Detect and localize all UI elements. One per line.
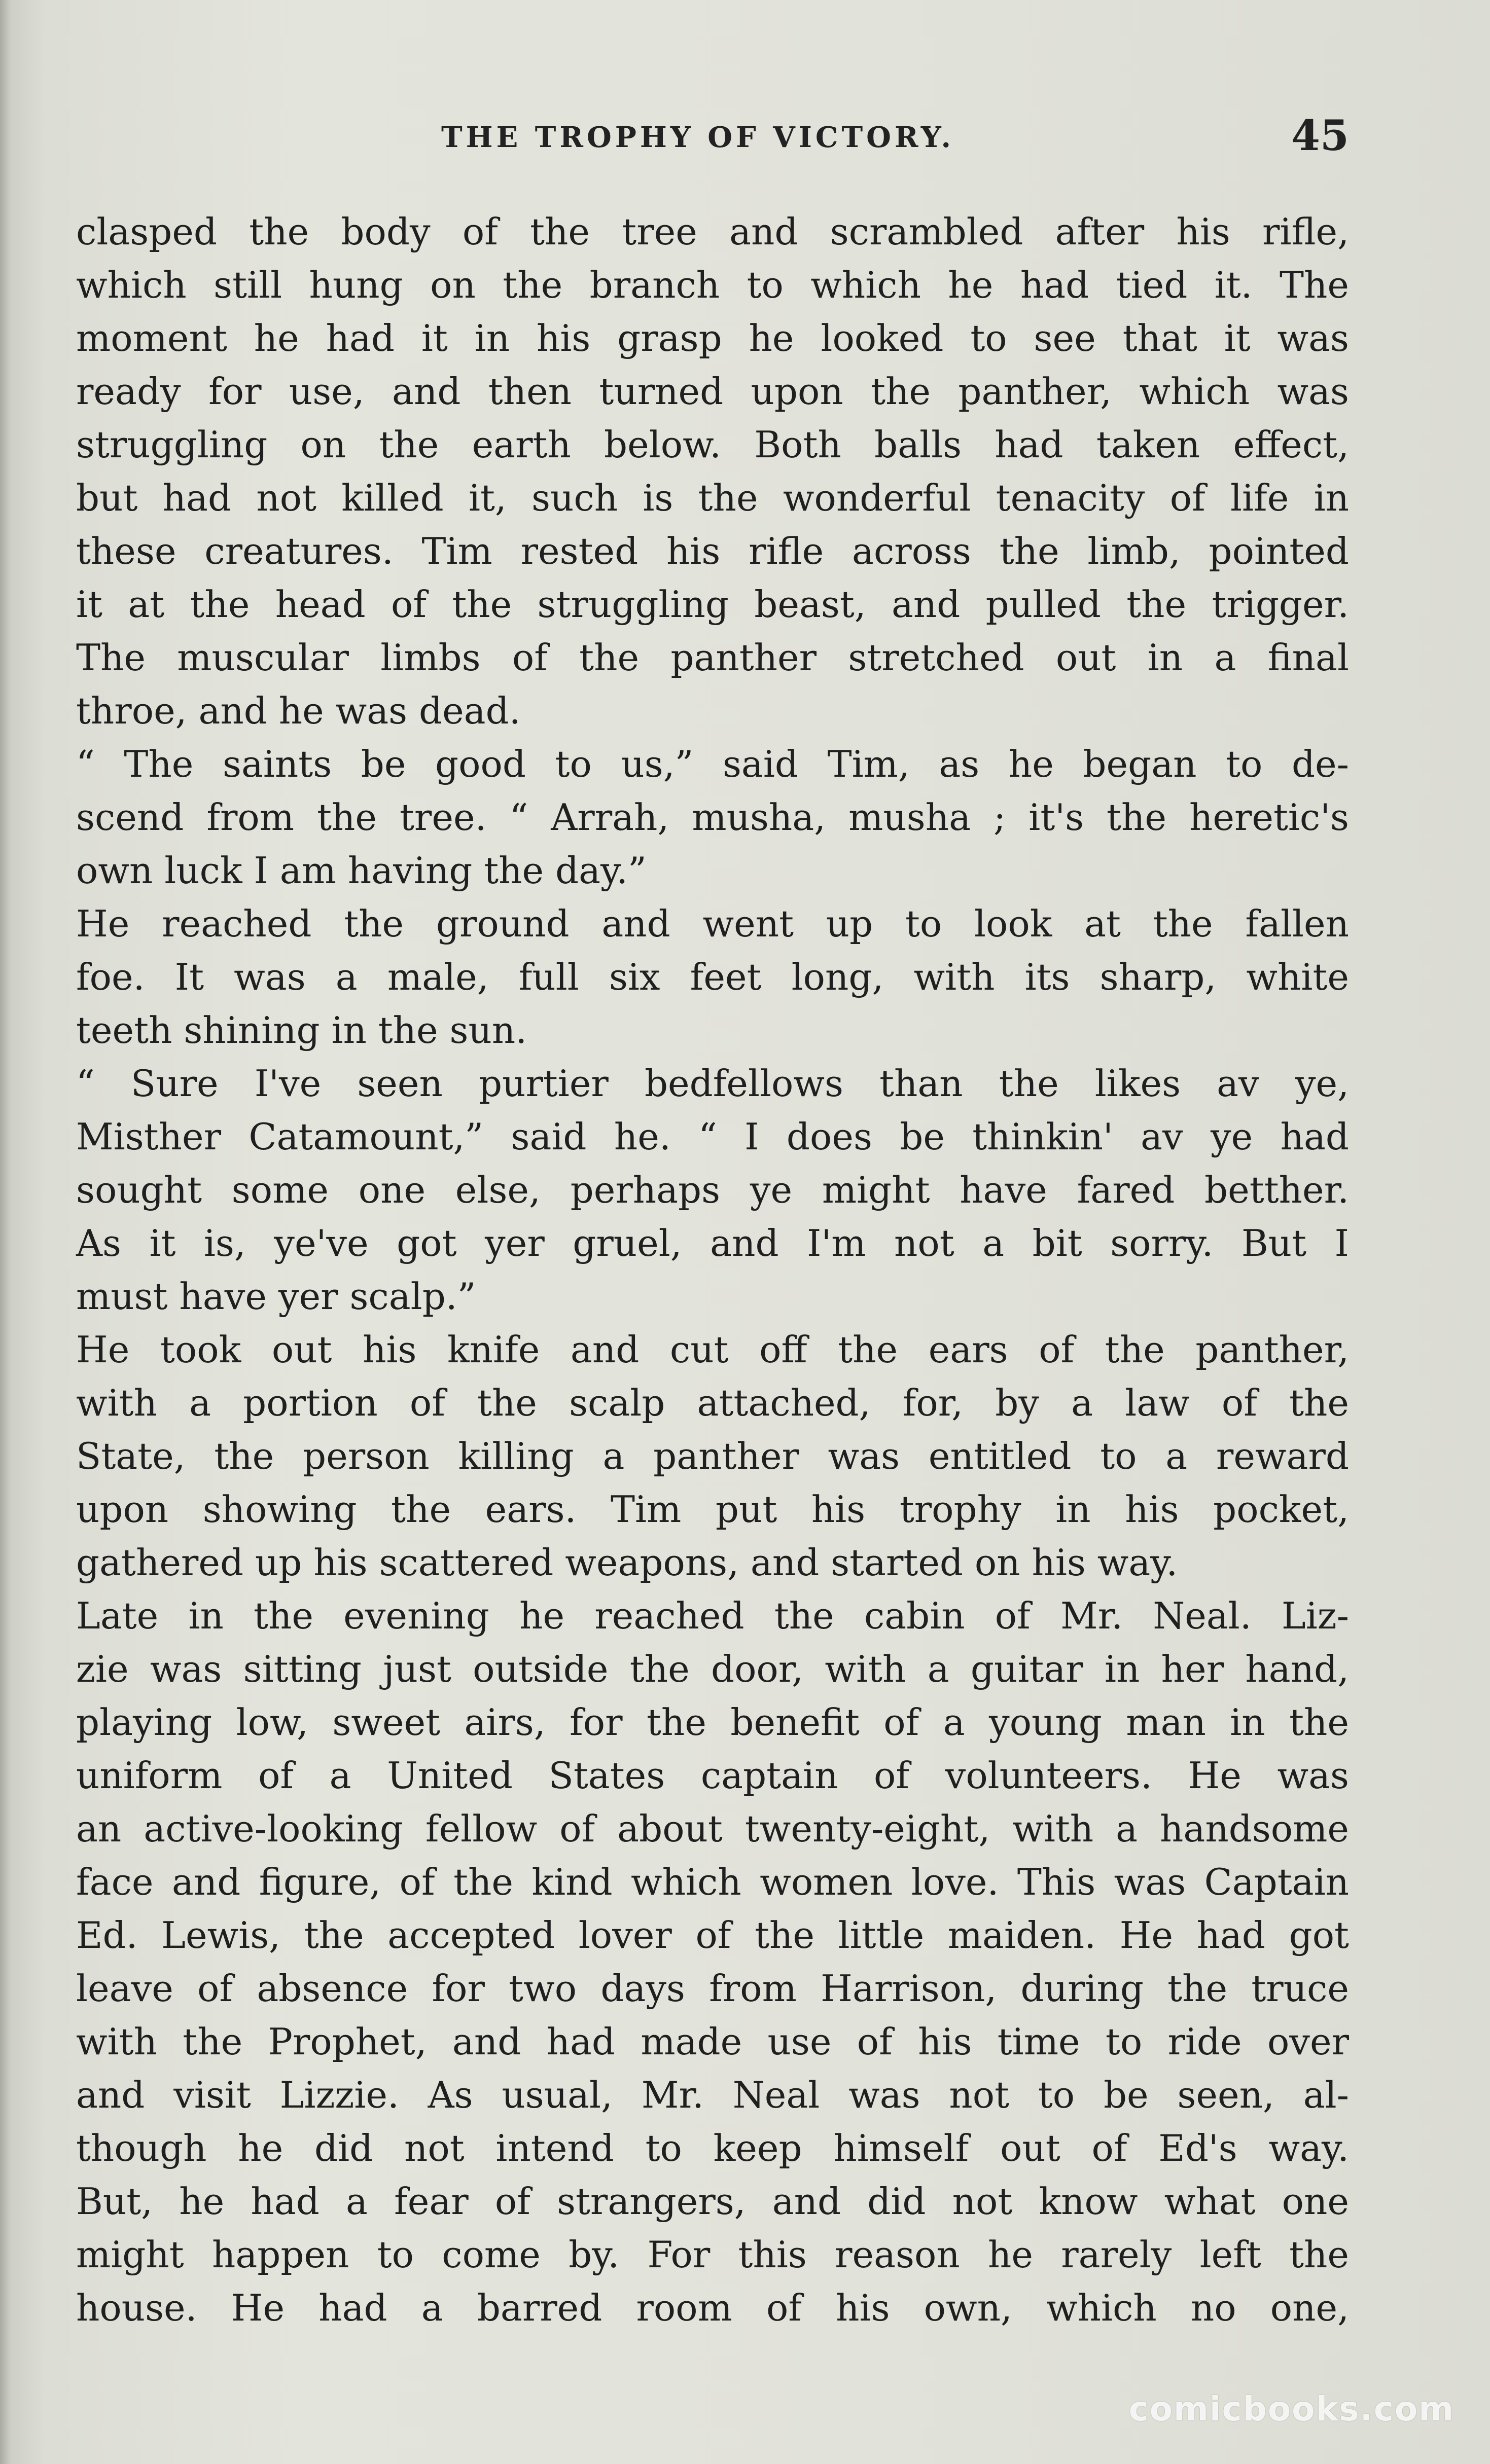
page-binding-edge bbox=[0, 0, 11, 2464]
text-line: but had not killed it, such is the wonderful tenacity of life in bbox=[76, 477, 1349, 519]
text-line: He took out his knife and cut off the ears of the panther, bbox=[76, 1328, 1349, 1371]
text-line: which still hung on the branch to which he had tied it. The bbox=[76, 264, 1349, 306]
text-line: these creatures. Tim rested his rifle across the limb, pointed bbox=[76, 530, 1349, 572]
running-title: THE TROPHY OF VICTORY. bbox=[441, 121, 955, 154]
page-header bbox=[76, 112, 1349, 167]
text-line: with a portion of the scalp attached, for, by a law of the bbox=[76, 1382, 1349, 1424]
text-line: Misther Catamount,” said he. “ I does be thinkin' av ye had bbox=[76, 1115, 1349, 1158]
text-line: own luck I am having the day.” bbox=[76, 849, 647, 892]
text-line: must have yer scalp.” bbox=[76, 1275, 476, 1318]
text-line: teeth shining in the sun. bbox=[76, 1009, 527, 1052]
text-line: gathered up his scattered weapons, and started on his way. bbox=[76, 1541, 1178, 1584]
text-line: throe, and he was dead. bbox=[76, 690, 521, 732]
text-line: an active-looking fellow of about twenty-eight, with a handsome bbox=[76, 1807, 1349, 1850]
text-line: house. He had a barred room of his own, which no one, bbox=[76, 2287, 1349, 2329]
text-line: “ Sure I've seen purtier bedfellows than the likes av ye, bbox=[76, 1062, 1349, 1105]
text-line: leave of absence for two days from Harrison, during the truce bbox=[76, 1967, 1349, 2010]
text-line: with the Prophet, and had made use of his time to ride over bbox=[76, 2020, 1349, 2063]
text-line: though he did not intend to keep himself out of Ed's way. bbox=[76, 2127, 1349, 2169]
text-line: “ The saints be good to us,” said Tim, as he began to de- bbox=[76, 743, 1349, 785]
text-line: upon showing the ears. Tim put his trophy in his pocket, bbox=[76, 1488, 1349, 1531]
text-line: sought some one else, perhaps ye might have fared betther. bbox=[76, 1169, 1349, 1211]
text-line: uniform of a United States captain of volunteers. He was bbox=[76, 1754, 1349, 1797]
text-line: As it is, ye've got yer gruel, and I'm not a bit sorry. But I bbox=[76, 1222, 1349, 1264]
text-line: zie was sitting just outside the door, with a guitar in her hand, bbox=[76, 1648, 1349, 1690]
body-text bbox=[76, 205, 1349, 2335]
text-line: clasped the body of the tree and scrambled after his rifle, bbox=[76, 210, 1349, 253]
text-line: ready for use, and then turned upon the panther, which was bbox=[76, 370, 1349, 413]
text-line: Ed. Lewis, the accepted lover of the little maiden. He had got bbox=[76, 1914, 1349, 1956]
text-line: playing low, sweet airs, for the benefit of a young man in the bbox=[76, 1701, 1349, 1744]
text-line: struggling on the earth below. Both balls had taken effect, bbox=[76, 423, 1349, 466]
page-number: 45 bbox=[1291, 112, 1349, 160]
text-line: Late in the evening he reached the cabin of Mr. Neal. Liz- bbox=[76, 1595, 1349, 1637]
text-line: face and figure, of the kind which women love. This was Captain bbox=[76, 1861, 1349, 1903]
text-line: He reached the ground and went up to look at the fallen bbox=[76, 902, 1349, 945]
text-line: might happen to come by. For this reason he rarely left the bbox=[76, 2233, 1349, 2276]
text-line: moment he had it in his grasp he looked to see that it was bbox=[76, 317, 1349, 359]
text-line: scend from the tree. “ Arrah, musha, musha ; it's the heretic's bbox=[76, 796, 1349, 839]
text-line: and visit Lizzie. As usual, Mr. Neal was not to be seen, al- bbox=[76, 2074, 1349, 2116]
text-line: foe. It was a male, full six feet long, with its sharp, white bbox=[76, 956, 1349, 998]
text-line: State, the person killing a panther was entitled to a reward bbox=[76, 1435, 1349, 1477]
text-line: it at the head of the struggling beast, and pulled the trigger. bbox=[76, 583, 1349, 626]
text-line: The muscular limbs of the panther stretched out in a final bbox=[76, 636, 1349, 679]
text-line: But, he had a fear of strangers, and did not know what one bbox=[76, 2180, 1349, 2223]
watermark: comicbooks.com bbox=[1128, 2389, 1454, 2429]
